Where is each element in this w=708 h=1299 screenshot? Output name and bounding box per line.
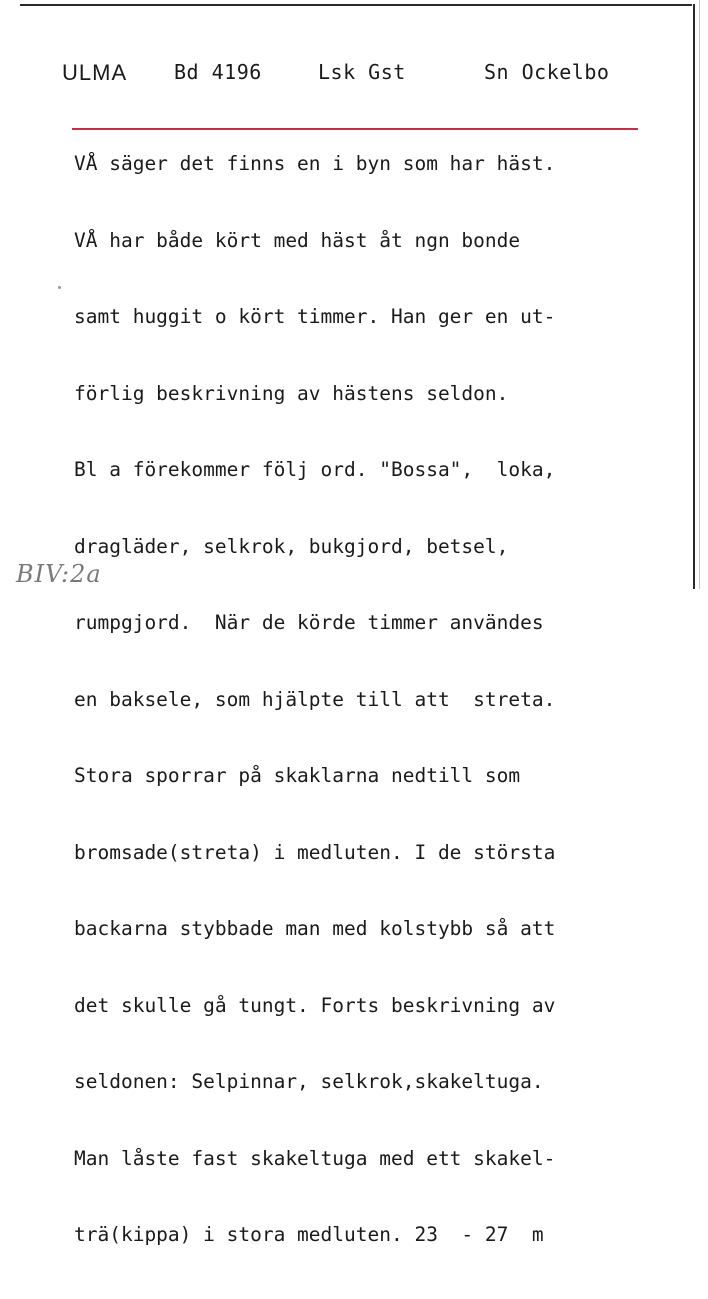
- pencil-shelfmark: BIV:2a: [16, 560, 102, 588]
- stray-mark: [58, 286, 61, 289]
- body-line: rumpgjord. När de körde timmer användes: [74, 611, 544, 634]
- card-body: [74, 100, 674, 1299]
- place-name: ULMA: [62, 60, 128, 85]
- body-line: seldonen: Selpinnar, selkrok,skakeltuga.: [74, 1070, 544, 1093]
- card-top-edge: [20, 4, 692, 6]
- body-line: backarna stybbade man med kolstybb så att: [74, 917, 556, 940]
- parish-name: Sn Ockelbo: [484, 60, 610, 84]
- body-line: en bakselе, som hjälpte till att streta.: [74, 687, 556, 711]
- body-line: Stora sporrar på skaklarna nedtill som: [74, 764, 521, 787]
- body-line: förlig beskrivning av hästens seldon.: [74, 381, 509, 405]
- body-line: VÅ säger det finns en i byn som har häst.: [74, 152, 556, 175]
- card-header: [0, 60, 708, 94]
- body-line: VÅ har både kört med häst åt ngn bonde: [74, 228, 521, 252]
- parish-code: Lsk Gst: [318, 60, 406, 84]
- volume-number: Bd 4196: [174, 60, 262, 84]
- body-line: dragläder, selkrok, bukgjord, betsel,: [74, 534, 509, 558]
- body-line: trä(kippa) i stora medluten. 23 - 27 m: [74, 1223, 544, 1246]
- body-line: samt huggit o kört timmer. Han ger en ut-: [74, 305, 556, 328]
- body-line: det skulle gå tungt. Forts beskrivning av: [74, 993, 556, 1017]
- body-line: Bl a förekommer följ ord. "Bossa", loka,: [74, 458, 556, 481]
- body-line: bromsade(streta) i medluten. I de största: [74, 840, 556, 864]
- body-line: Man låste fast skakeltuga med ett skakel-: [74, 1146, 556, 1170]
